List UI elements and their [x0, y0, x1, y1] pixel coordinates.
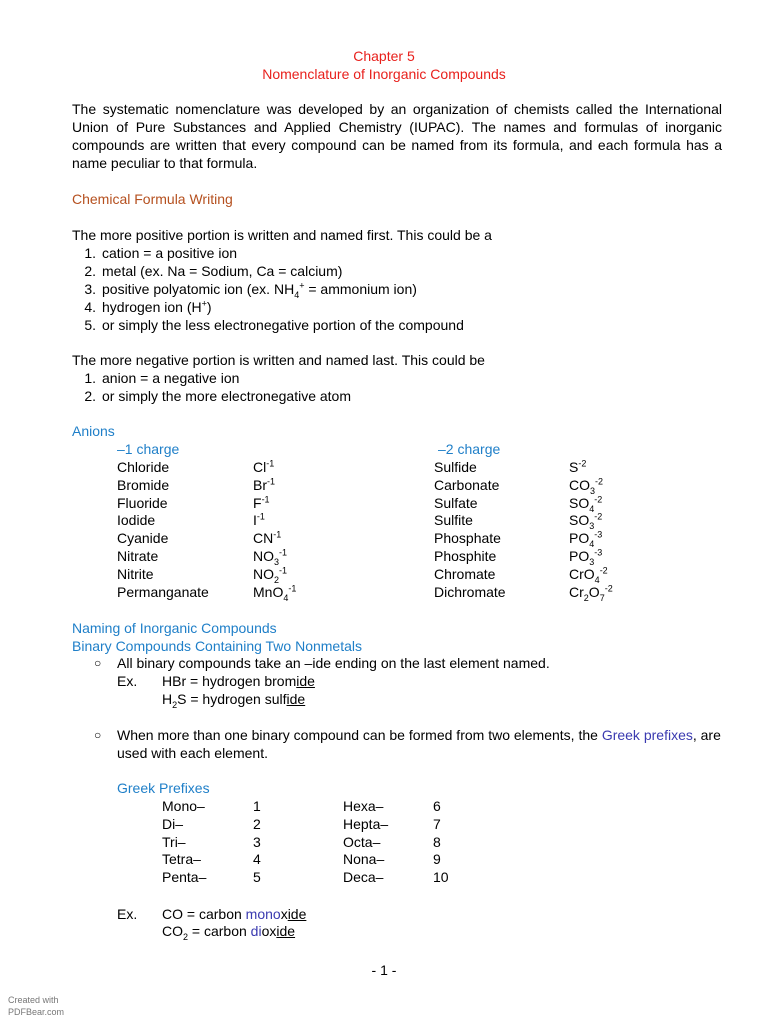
- minus-two-charge-heading: –2 charge: [438, 441, 501, 457]
- greek-prefix-right: Octa–: [343, 833, 381, 850]
- example-co2: $CO_2$ = carbon dioxide: [162, 923, 296, 942]
- greek-prefix-left: Di–: [162, 815, 184, 832]
- minus-one-anion-name: Nitrite: [117, 565, 154, 582]
- minus-one-anion-name: Nitrate: [117, 548, 159, 564]
- minus-two-anion-name: Sulfite: [434, 512, 473, 529]
- greek-prefix-left: Tetra–: [162, 851, 201, 868]
- minus-one-charge-heading: –1 charge: [117, 441, 180, 457]
- minus-two-anion-formula: $PO_4^{-3}$: [569, 529, 603, 549]
- greek-prefix-left: Penta–: [162, 869, 207, 886]
- greek-prefix-number: 4: [253, 851, 261, 868]
- minus-one-anion-name: Cyanide: [117, 530, 169, 547]
- positive-list-item: 1. cation = a positive ion: [84, 245, 238, 261]
- footer-created-with: Created with: [8, 995, 59, 1005]
- greek-prefix-number: 7: [433, 815, 441, 832]
- minus-two-anion-formula: $S^{-2}$: [569, 458, 587, 475]
- greek-prefix-left: Mono–: [162, 798, 205, 814]
- positive-list-item: 3. positive polyatomic ion (ex. $NH_4^+$ = ammonium ion): [84, 280, 417, 300]
- greek-prefix-number: 3: [253, 833, 261, 850]
- greek-prefix-right: Hexa–: [343, 798, 384, 814]
- minus-one-anion-name: Chloride: [117, 459, 170, 475]
- example-co: CO = carbon monoxide: [162, 906, 307, 922]
- minus-one-anion-name: Iodide: [117, 512, 156, 529]
- greek-prefix-rule: When more than one binary compound can be formed from two elements, the Greek prefixes, are used with each element.: [117, 727, 721, 761]
- negative-portion-intro: The more negative portion is written and named last. This could be: [72, 352, 485, 368]
- greek-prefix-number: 6: [433, 798, 441, 814]
- minus-two-anion-formula: $SO_4^{-2}$: [569, 493, 603, 514]
- chapter-number: Chapter 5: [353, 48, 415, 64]
- minus-one-anion-formula: $NO_3^{-1}$: [253, 547, 288, 567]
- greek-prefix-right: Deca–: [343, 869, 384, 886]
- greek-prefix-number: 5: [253, 869, 261, 886]
- minus-one-anion-formula: $F^{-1}$: [253, 493, 270, 511]
- minus-two-anion-name: Phosphite: [434, 548, 497, 564]
- minus-one-anion-name: Permanganate: [117, 583, 209, 600]
- footer-pdfbear: PDFBear.com: [8, 1007, 65, 1017]
- minus-two-anion-formula: $PO_3^{-3}$: [569, 547, 603, 567]
- positive-list-item: 5. or simply the less electronegative portion of the compound: [84, 317, 464, 333]
- greek-prefix-left: Tri–: [162, 833, 186, 850]
- minus-one-anion-formula: $CN^{-1}$: [253, 529, 282, 547]
- minus-two-anion-name: Dichromate: [434, 583, 506, 600]
- greek-prefix-right: Nona–: [343, 851, 385, 868]
- minus-two-anion-name: Sulfide: [434, 459, 477, 475]
- positive-list-item: 2. metal (ex. Na = Sodium, Ca = calcium): [84, 263, 343, 279]
- bullet-icon: ○: [94, 728, 102, 742]
- minus-two-anion-formula: $Cr_2O_7^{-2}$: [569, 582, 613, 603]
- negative-list-item: 2. or simply the more electronegative atom: [84, 388, 351, 404]
- minus-two-anion-name: Phosphate: [434, 530, 501, 547]
- minus-one-anion-formula: $I^{-1}$: [253, 511, 265, 529]
- minus-two-anion-name: Chromate: [434, 565, 496, 582]
- minus-two-anion-formula: $SO_3^{-2}$: [569, 511, 603, 532]
- page-number: - 1 -: [371, 962, 397, 978]
- binary-ide-rule: All binary compounds take an –ide ending on the last element named.: [117, 655, 550, 671]
- chapter-title: Nomenclature of Inorganic Compounds: [262, 66, 506, 82]
- greek-prefix-right: Hepta–: [343, 815, 389, 832]
- greek-prefix-number: 9: [433, 851, 441, 868]
- intro-paragraph: The systematic nomenclature was developed by an organization of chemists called the International Union of Pure Substances and Applied Chemistry (IUPAC). The names and formulas of inorganic compounds are written that every compound can be named from its formula, and each formula has a name peculiar to that formula.: [72, 101, 722, 171]
- greek-prefix-number: 2: [253, 815, 261, 832]
- greek-prefixes-heading: Greek Prefixes: [117, 780, 210, 796]
- greek-prefix-number: 8: [433, 833, 441, 850]
- binary-compounds-heading: Binary Compounds Containing Two Nonmetals: [72, 638, 363, 654]
- example-h2s: $H_2S$ = hydrogen sulfide: [162, 691, 306, 710]
- example-hbr: HBr = hydrogen bromide: [162, 673, 315, 689]
- anions-heading: Anions: [72, 423, 115, 439]
- greek-prefix-number: 1: [253, 798, 261, 814]
- minus-two-anion-name: Carbonate: [434, 476, 500, 493]
- minus-one-anion-formula: $NO_2^{-1}$: [253, 565, 288, 585]
- naming-heading: Naming of Inorganic Compounds: [72, 620, 277, 636]
- negative-list-item: 1. anion = a negative ion: [84, 370, 240, 386]
- example-label: Ex.: [117, 906, 138, 922]
- example-label: Ex.: [117, 673, 138, 689]
- positive-portion-intro: The more positive portion is written and named first. This could be a: [72, 227, 492, 243]
- bullet-icon: ○: [94, 656, 102, 670]
- minus-two-anion-formula: $CO_3^{-2}$: [569, 476, 604, 496]
- minus-two-anion-formula: CrO$_4^{-2}$: [569, 565, 608, 585]
- greek-prefix-number: 10: [433, 869, 449, 886]
- minus-two-anion-name: Sulfate: [434, 494, 478, 511]
- minus-one-anion-formula: MnO$_4^{-1}$: [253, 582, 297, 603]
- minus-one-anion-name: Bromide: [117, 476, 170, 493]
- section-heading-formula-writing: Chemical Formula Writing: [72, 191, 233, 207]
- positive-list-item: 4. hydrogen ion (H+): [84, 298, 212, 315]
- minus-one-anion-formula: $Br^{-1}$: [253, 476, 276, 493]
- minus-one-anion-formula: $Cl^{-1}$: [253, 458, 275, 475]
- minus-one-anion-name: Fluoride: [117, 494, 168, 511]
